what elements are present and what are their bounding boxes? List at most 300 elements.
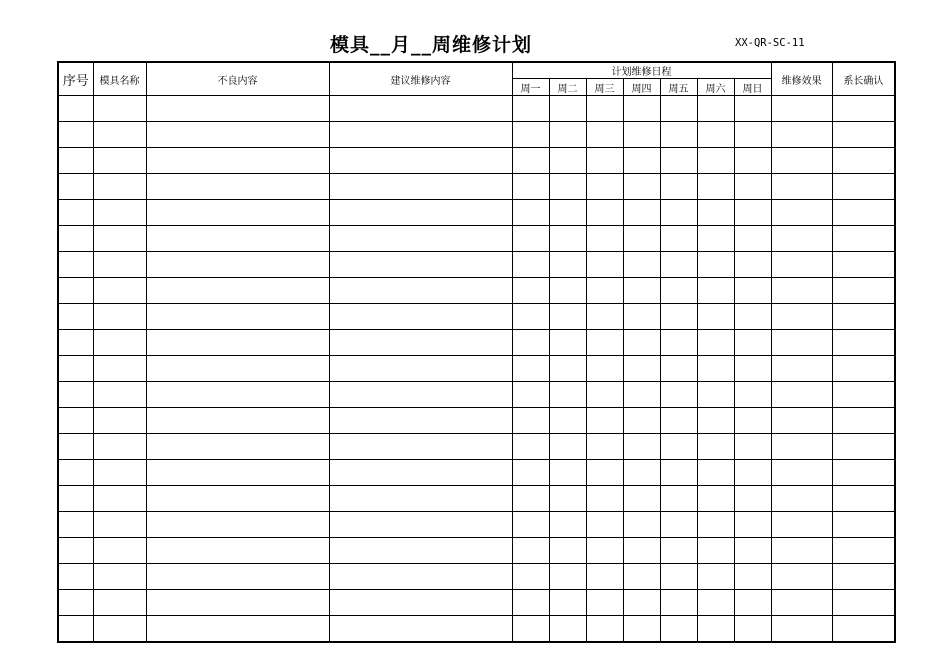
table-cell [832,200,895,226]
table-row [58,226,895,252]
table-cell [623,460,660,486]
table-row [58,96,895,122]
table-cell [660,96,697,122]
table-cell [586,460,623,486]
table-cell [146,408,329,434]
table-cell [623,434,660,460]
table-cell [771,330,832,356]
table-row [58,356,895,382]
table-cell [697,148,734,174]
table-cell [660,122,697,148]
table-cell [329,460,512,486]
table-cell [660,486,697,512]
table-cell [586,382,623,408]
table-cell [660,590,697,616]
table-cell [146,200,329,226]
table-cell [512,590,549,616]
day-header: 周一 [512,79,549,96]
table-cell [512,174,549,200]
table-row [58,486,895,512]
column-header-result: 维修效果 [771,62,832,96]
table-cell [549,460,586,486]
table-cell [58,122,93,148]
table-cell [586,96,623,122]
table-cell [771,252,832,278]
table-cell [93,148,146,174]
table-cell [660,460,697,486]
table-cell [623,278,660,304]
table-cell [832,486,895,512]
table-cell [58,200,93,226]
table-cell [832,512,895,538]
table-cell [771,408,832,434]
table-cell [832,590,895,616]
table-cell [58,538,93,564]
table-cell [512,434,549,460]
table-cell [660,382,697,408]
table-cell [832,278,895,304]
table-cell [146,434,329,460]
table-cell [771,200,832,226]
table-cell [623,122,660,148]
table-cell [549,96,586,122]
table-cell [697,382,734,408]
table-cell [697,564,734,590]
table-row [58,122,895,148]
table-cell [93,564,146,590]
table-cell [623,616,660,643]
table-cell [832,434,895,460]
table-cell [771,512,832,538]
table-cell [660,356,697,382]
column-header-confirm: 系长确认 [832,62,895,96]
table-cell [93,174,146,200]
table-cell [93,122,146,148]
table-cell [549,408,586,434]
table-row [58,512,895,538]
table-cell [329,538,512,564]
table-cell [734,408,771,434]
table-cell [623,148,660,174]
table-cell [93,252,146,278]
table-cell [329,512,512,538]
maintenance-plan-table [57,61,896,643]
table-cell [734,278,771,304]
table-cell [586,616,623,643]
table-cell [771,148,832,174]
table-cell [93,512,146,538]
table-cell [146,382,329,408]
table-cell [771,486,832,512]
table-cell [549,330,586,356]
table-cell [329,590,512,616]
table-cell [586,200,623,226]
table-cell [329,252,512,278]
table-cell [623,564,660,590]
table-cell [146,512,329,538]
table-cell [832,408,895,434]
table-cell [512,538,549,564]
table-cell [697,486,734,512]
table-cell [623,174,660,200]
table-cell [93,382,146,408]
table-cell [329,304,512,330]
table-row [58,460,895,486]
table-cell [771,434,832,460]
table-cell [734,200,771,226]
table-cell [549,122,586,148]
table-cell [146,122,329,148]
table-cell [93,356,146,382]
table-cell [146,590,329,616]
table-cell [771,564,832,590]
table-cell [832,616,895,643]
table-cell [329,122,512,148]
table-cell [93,538,146,564]
table-cell [734,330,771,356]
table-cell [623,304,660,330]
table-cell [58,174,93,200]
table-cell [58,356,93,382]
table-cell [771,226,832,252]
table-cell [93,200,146,226]
table-cell [771,616,832,643]
table-cell [586,122,623,148]
table-cell [697,278,734,304]
table-cell [623,382,660,408]
table-cell [58,96,93,122]
table-cell [832,460,895,486]
table-cell [58,278,93,304]
table-cell [771,174,832,200]
table-cell [660,304,697,330]
table-cell [146,616,329,643]
page-title: 模具__月__周维修计划 [329,34,532,56]
table-cell [771,96,832,122]
table-cell [93,486,146,512]
table-cell [734,590,771,616]
table-cell [771,278,832,304]
table-row [58,564,895,590]
table-cell [771,382,832,408]
table-cell [329,200,512,226]
table-cell [697,96,734,122]
table-cell [660,278,697,304]
table-cell [512,122,549,148]
table-cell [146,486,329,512]
day-header: 周三 [586,79,623,96]
table-cell [93,408,146,434]
table-cell [660,330,697,356]
table-cell [734,96,771,122]
table-cell [58,226,93,252]
table-cell [549,382,586,408]
table-cell [549,278,586,304]
table-cell [697,200,734,226]
table-cell [697,512,734,538]
table-cell [734,486,771,512]
table-cell [549,564,586,590]
table-cell [549,226,586,252]
table-cell [93,434,146,460]
table-cell [586,590,623,616]
table-cell [660,252,697,278]
table-cell [93,226,146,252]
table-row [58,408,895,434]
table-cell [832,564,895,590]
table-cell [697,252,734,278]
table-cell [734,460,771,486]
table-row [58,538,895,564]
table-cell [58,408,93,434]
table-cell [512,96,549,122]
table-cell [549,486,586,512]
table-cell [623,408,660,434]
table-cell [549,512,586,538]
table-cell [660,434,697,460]
table-row [58,616,895,643]
table-cell [58,252,93,278]
table-cell [512,616,549,643]
table-row [58,148,895,174]
table-cell [512,460,549,486]
table-cell [146,564,329,590]
table-cell [697,174,734,200]
table-cell [734,226,771,252]
table-cell [549,252,586,278]
table-cell [146,174,329,200]
table-cell [512,408,549,434]
table-cell [660,226,697,252]
table-row [58,590,895,616]
table-cell [549,356,586,382]
table-cell [93,278,146,304]
table-cell [512,252,549,278]
table-cell [58,382,93,408]
table-cell [586,356,623,382]
table-cell [660,174,697,200]
table-cell [697,434,734,460]
table-cell [623,330,660,356]
table-cell [832,330,895,356]
table-row [58,278,895,304]
table-cell [734,304,771,330]
table-cell [660,148,697,174]
table-cell [697,408,734,434]
table-cell [549,174,586,200]
table-cell [58,330,93,356]
table-cell [329,278,512,304]
table-cell [771,304,832,330]
table-cell [734,356,771,382]
table-cell [512,512,549,538]
column-header-seq: 序号 [58,62,93,96]
table-cell [832,538,895,564]
table-cell [329,616,512,643]
table-cell [549,148,586,174]
table-cell [549,200,586,226]
table-cell [58,564,93,590]
column-header-defect: 不良内容 [146,62,329,96]
table-cell [93,304,146,330]
table-cell [512,564,549,590]
table-cell [146,538,329,564]
table-cell [734,538,771,564]
table-cell [58,148,93,174]
table-cell [93,96,146,122]
table-cell [58,460,93,486]
table-cell [329,486,512,512]
table-cell [146,330,329,356]
table-cell [586,226,623,252]
table-cell [549,538,586,564]
table-cell [660,512,697,538]
table-cell [329,96,512,122]
table-cell [146,148,329,174]
table-cell [512,278,549,304]
day-header: 周四 [623,79,660,96]
table-cell [832,304,895,330]
table-cell [146,356,329,382]
column-header-suggestion: 建议维修内容 [329,62,512,96]
document-code: XX-QR-SC-11 [735,37,805,49]
table-cell [586,252,623,278]
table-cell [586,330,623,356]
table-cell [660,538,697,564]
table-cell [771,356,832,382]
table-cell [623,226,660,252]
table-row [58,174,895,200]
table-cell [512,382,549,408]
table-cell [512,486,549,512]
table-cell [832,122,895,148]
table-cell [586,408,623,434]
table-cell [586,278,623,304]
table-cell [586,512,623,538]
table-cell [771,122,832,148]
table-cell [832,382,895,408]
day-header: 周日 [734,79,771,96]
table-cell [734,148,771,174]
table-cell [586,174,623,200]
day-header: 周五 [660,79,697,96]
table-cell [771,590,832,616]
table-cell [329,148,512,174]
table-cell [832,226,895,252]
table-cell [58,616,93,643]
table-row [58,304,895,330]
table-cell [660,408,697,434]
table-cell [623,96,660,122]
table-cell [146,226,329,252]
table-cell [623,356,660,382]
table-cell [329,356,512,382]
table-cell [512,356,549,382]
table-cell [586,564,623,590]
table-cell [734,512,771,538]
table-cell [512,226,549,252]
table-cell [58,590,93,616]
table-cell [832,174,895,200]
table-cell [146,96,329,122]
table-cell [771,538,832,564]
table-cell [734,564,771,590]
table-cell [623,200,660,226]
table-cell [146,304,329,330]
column-header-schedule: 计划维修日程 [512,62,771,79]
table-cell [329,408,512,434]
table-cell [697,356,734,382]
table-row [58,434,895,460]
table-cell [660,200,697,226]
table-cell [58,512,93,538]
table-cell [93,460,146,486]
table-cell [734,252,771,278]
table-cell [549,304,586,330]
table-cell [512,200,549,226]
table-row [58,252,895,278]
table-cell [697,304,734,330]
table-cell [623,538,660,564]
table-cell [623,252,660,278]
table-cell [329,564,512,590]
table-cell [734,616,771,643]
table-cell [832,252,895,278]
table-cell [697,460,734,486]
table-cell [734,434,771,460]
table-cell [549,616,586,643]
table-cell [660,564,697,590]
table-cell [697,590,734,616]
table-cell [586,148,623,174]
table-cell [697,226,734,252]
table-cell [58,434,93,460]
table-cell [586,486,623,512]
table-cell [697,616,734,643]
table-cell [93,590,146,616]
table-cell [832,96,895,122]
table-cell [329,434,512,460]
table-row [58,382,895,408]
table-cell [586,304,623,330]
table-cell [146,252,329,278]
table-cell [329,330,512,356]
table-cell [58,304,93,330]
table-cell [697,538,734,564]
table-cell [586,434,623,460]
table-body [58,96,895,643]
table-cell [623,512,660,538]
table-cell [512,148,549,174]
table-cell [146,460,329,486]
table-cell [734,174,771,200]
table-cell [734,382,771,408]
table-cell [623,486,660,512]
table-cell [586,538,623,564]
table-cell [660,616,697,643]
table-row [58,200,895,226]
table-cell [832,356,895,382]
column-header-mold-name: 模具名称 [93,62,146,96]
table-cell [623,590,660,616]
table-cell [734,122,771,148]
table-cell [93,330,146,356]
table-cell [697,122,734,148]
table-row [58,330,895,356]
table-cell [832,148,895,174]
day-header: 周六 [697,79,734,96]
day-header: 周二 [549,79,586,96]
